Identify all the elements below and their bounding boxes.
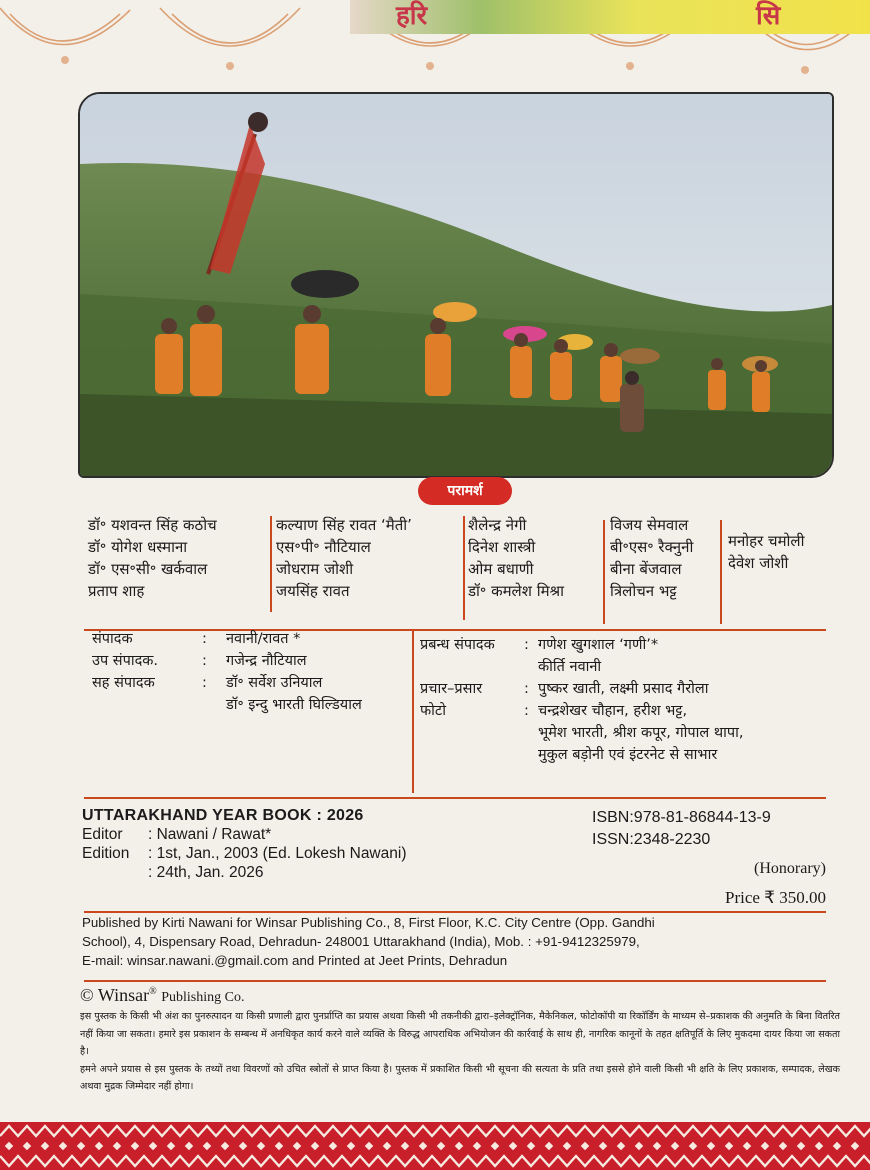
staff-value: डॉ॰ सर्वेश उनियाल [226,675,323,691]
staff-left-block [92,628,362,716]
advisor-name: डॉ॰ योगेश धस्माना [88,538,188,556]
top-strip-text-left: हरि [396,1,428,31]
staff-value: मुकुल बड़ोनी एवं इंटरनेट से साभार [538,747,718,763]
book-title: UTTARAKHAND YEAR BOOK : 2026 [82,807,364,824]
publisher-line: School), 4, Dispensary Road, Dehradun- 248001 Uttarakhand (India), Mob. : +91-9412325979, [82,934,640,949]
edition-value-current: : 24th, Jan. 2026 [148,864,264,881]
top-cover-strip [350,0,870,34]
advisor-name: दिनेश शास्त्री [468,538,536,556]
notice-paragraph: इस पुस्तक के किसी भी अंश का पुनरुत्पादन या किसी प्रणाली द्वारा पुनर्प्राप्ति का प्रयास अथवा किसी भी तकनीकी द्वारा–इलेक्ट्रॉनिक, मैकेनिकल, फोटोकॉपी या रिकॉर्डिंग के माध्यम से–प्रकाशक की अनुमति के बिना वितरित नहीं किया जा सकता। हमारे इस प्रकाशन के सम्बन्ध में अनधिकृत कार्य करने वाले व्यक्ति के विरुद्ध आपराधिक अभियोजन की कार्रवाई के साथ ही, नागरिक कानूनों के तहत क्षतिपूर्ति के लिए मुकदमा दायर किया जा सकता है। [80,1011,840,1058]
staff-label: उप संपादक. [92,653,159,669]
advisor-name: बीना बेंजवाल [610,560,682,578]
column-divider [463,516,465,620]
staff-value: पुष्कर खाती, लक्ष्मी प्रसाद गैरोला [538,681,709,697]
advisor-name: त्रिलोचन भट्ट [610,582,677,600]
advisor-name: डॉ॰ कमलेश मिश्रा [468,582,565,600]
top-strip-text-right: सि [756,1,781,31]
advisory-column-3 [468,514,564,602]
copyright-line [80,985,244,1006]
advisor-name: डॉ॰ यशवन्त सिंह कठोच [88,516,217,534]
advisory-column-5 [728,530,804,574]
advisor-name: मनोहर चमोली [728,532,805,550]
advisor-name: देवेश जोशी [728,554,789,572]
staff-value: भूमेश भारती, श्रीश कपूर, गोपाल थापा, [538,725,744,741]
advisor-name: ओम बधाणी [468,560,534,578]
staff-right-block [420,634,743,766]
publisher-line: Published by Kirti Nawani for Winsar Publishing Co., 8, First Floor, K.C. City Centre (Opp. Gandhi [82,915,655,930]
notice-paragraph: हमने अपने प्रयास से इस पुस्तक के तथ्यों तथा विवरणों को उचित स्त्रोतों से प्राप्त किया है। पुस्तक में प्रकाशित किसी भी सूचना की सत्यता के प्रति तथा इससे होने वाली किसी भी क्षति के लिए प्रकाशक, सम्पादक, लेखक अथवा मुद्रक जिम्मेदार नहीं होगा। [80,1063,840,1093]
staff-value: चन्द्रशेखर चौहान, हरीश भट्ट, [538,703,688,719]
column-divider [270,516,272,612]
staff-label: फोटो [420,703,446,719]
honorary-label: (Honorary) [754,860,826,877]
staff-value: डॉ॰ इन्दु भारती घिल्डियाल [226,697,362,713]
legal-notice [80,1008,840,1096]
staff-value: गजेन्द्र नौटियाल [226,653,307,669]
staff-separator: : [202,653,207,669]
advisor-name: कल्याण सिंह रावत ‘मैती’ [276,516,412,534]
staff-value: कीर्ति नवानी [538,659,602,675]
staff-separator: : [202,631,207,647]
staff-value: नवानी/रावत * [226,631,301,647]
advisor-name: प्रताप शाह [88,582,145,600]
staff-label: प्रबन्ध संपादक [420,637,495,653]
book-info [82,807,406,882]
editor-label: Editor [82,826,123,843]
edition-label: Edition [82,845,130,862]
isbn: ISBN:978-81-86844-13-9 [592,809,771,826]
edition-value-first: : 1st, Jan., 2003 (Ed. Lokesh Nawani) [148,845,407,862]
staff-separator: : [202,675,207,691]
publisher-info [82,913,830,970]
advisor-name: बी॰एस॰ रैक्नुनी [610,538,694,556]
issn: ISSN:2348-2230 [592,831,711,848]
advisory-column-4 [610,514,693,602]
staff-separator: : [524,703,529,719]
column-divider [720,520,722,624]
advisory-column-1 [88,514,217,602]
registered-mark: ® [149,986,157,997]
advisory-heading: परामर्श [418,477,512,505]
copyright-company: Publishing Co. [161,990,245,1005]
section-divider [84,797,826,799]
editor-value: : Nawani / Rawat* [148,826,272,843]
pilgrimage-photo [78,92,834,478]
advisor-name: विजय सेमवाल [610,516,689,534]
copyright-name: © Winsar [80,985,150,1005]
staff-label: प्रचार–प्रसार [420,681,483,697]
bottom-ornament-band [0,1122,870,1170]
staff-separator: : [524,681,529,697]
section-divider [84,980,826,982]
staff-label: सह संपादक [92,675,155,691]
advisor-name: एस॰पी॰ नौटियाल [276,538,371,556]
staff-separator: : [524,637,529,653]
staff-value: गणेश खुगशाल ‘गणी’* [538,637,659,653]
price: Price ₹ 350.00 [725,888,826,907]
advisor-name: डॉ॰ एस॰सी॰ खर्कवाल [88,560,208,578]
publisher-line: E-mail: winsar.nawani.@gmail.com and Printed at Jeet Prints, Dehradun [82,953,508,968]
staff-label: संपादक [92,631,133,647]
identifiers [592,807,771,851]
advisor-name: शैलेन्द्र नेगी [468,516,527,534]
advisor-name: जयसिंह रावत [276,582,350,600]
advisor-name: जोधराम जोशी [276,560,354,578]
advisory-column-2 [276,514,412,602]
column-divider [603,520,605,624]
staff-divider [412,631,414,793]
